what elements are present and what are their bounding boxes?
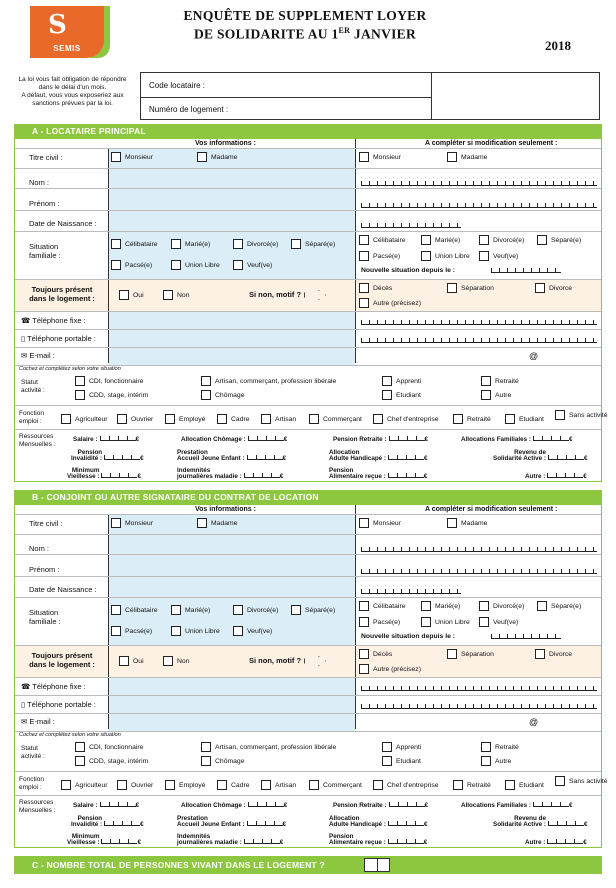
apprenti-checkbox-b[interactable]: Apprenti bbox=[382, 742, 421, 752]
fn-etudiant-b[interactable]: Etudiant bbox=[505, 780, 544, 790]
email-label-b: ✉ E-mail : bbox=[21, 717, 55, 726]
veuf-checkbox-b[interactable]: Veuf(ve) bbox=[233, 626, 272, 636]
col-vos-informations-b: Vos informations : bbox=[195, 506, 256, 513]
section-b-block bbox=[14, 504, 608, 848]
pension-retraite-field[interactable]: Pension Retraite : € bbox=[333, 436, 429, 443]
fonction-label-b: Fonction emploi : bbox=[19, 776, 44, 791]
code-locataire-label: Code locataire : bbox=[149, 81, 206, 90]
artisan-checkbox[interactable]: Artisan, commerçant, profession libérale bbox=[201, 376, 336, 386]
celibataire-checkbox-b[interactable]: Célibataire bbox=[111, 605, 158, 615]
vos-info-column-b bbox=[108, 514, 355, 731]
fn-agriculteur[interactable]: Agriculteur bbox=[61, 414, 108, 424]
alloc-adulte-field-b[interactable]: Allocation Adulte Handicapé : € bbox=[329, 815, 428, 828]
etudiant-checkbox[interactable]: Etudiant bbox=[382, 390, 421, 400]
minimum-vieillesse-field[interactable]: Minimum Vieillesse : € bbox=[67, 467, 141, 480]
col-a-completer-b: A compléter si modification seulement : bbox=[425, 506, 558, 513]
prestation-field[interactable]: Prestation Accueil Jeune Enfant : € bbox=[177, 449, 287, 462]
tel-fixe-field-b[interactable] bbox=[361, 685, 597, 691]
separe-checkbox[interactable]: Séparé(e) bbox=[291, 239, 335, 249]
tel-portable-label: ▯ Téléphone portable : bbox=[21, 334, 96, 343]
pension-retraite-field-b[interactable]: Pension Retraite : € bbox=[333, 802, 429, 809]
col-vos-informations: Vos informations : bbox=[195, 140, 256, 147]
separation-checkbox[interactable]: Séparation bbox=[447, 283, 494, 293]
pension-alim-field[interactable]: Pension Alimentaire reçue : € bbox=[329, 467, 428, 480]
pacse-checkbox[interactable]: Pacsé(e) bbox=[111, 260, 152, 270]
situation-label: Situation familiale : bbox=[29, 242, 61, 260]
page-title: ENQUÊTE DE SUPPLEMENT LOYER DE SOLIDARITE AU 1ER JANVIER bbox=[183, 8, 427, 42]
chomage-checkbox[interactable]: Chômage bbox=[201, 390, 244, 400]
cdd-checkbox[interactable]: CDD, stage, intérim bbox=[75, 390, 148, 400]
cochez-note-b: Cochez et complétez selon votre situation bbox=[19, 732, 121, 738]
autre-checkbox-b[interactable]: Autre (précisez) bbox=[359, 664, 421, 674]
alloc-fam-field[interactable]: Allocations Familiales : € bbox=[461, 436, 573, 443]
autre-statut-checkbox[interactable]: Autre bbox=[481, 390, 511, 400]
fn-retraite-b[interactable]: Retraité bbox=[453, 780, 491, 790]
fn-artisan[interactable]: Artisan bbox=[261, 414, 296, 424]
autre-statut-checkbox-b[interactable]: Autre bbox=[481, 756, 511, 766]
vos-info-column bbox=[108, 148, 355, 365]
cdi-checkbox[interactable]: CDI, fonctionnaire bbox=[75, 376, 143, 386]
minimum-vieillesse-field-b[interactable]: Minimum Vieillesse : € bbox=[67, 833, 141, 846]
toujours-present-label: Toujours présent dans le logement : bbox=[29, 285, 95, 303]
non-checkbox[interactable]: Non bbox=[163, 290, 189, 300]
divorce-checkbox[interactable]: Divorcé(e) bbox=[233, 239, 278, 249]
madame-checkbox-mod[interactable]: Madame bbox=[447, 152, 487, 162]
statut-label: Statut activité : bbox=[21, 379, 45, 394]
pension-invalidite-field[interactable]: Pension Invalidité : € bbox=[71, 449, 144, 462]
marie-checkbox[interactable]: Marié(e) bbox=[171, 239, 210, 249]
monsieur-checkbox-b[interactable]: Monsieur bbox=[111, 518, 153, 528]
fn-commercant[interactable]: Commerçant bbox=[309, 414, 362, 424]
retraite-checkbox-b[interactable]: Retraité bbox=[481, 742, 519, 752]
section-a-block bbox=[14, 138, 608, 482]
tel-portable-field[interactable] bbox=[361, 337, 597, 343]
tel-portable-label-b: ▯ Téléphone portable : bbox=[21, 700, 96, 709]
madame-checkbox-b[interactable]: Madame bbox=[197, 518, 237, 528]
oui-checkbox[interactable]: Oui bbox=[119, 290, 144, 300]
veuf-checkbox-mod[interactable]: Veuf(ve) bbox=[479, 251, 518, 261]
nom-field-b[interactable] bbox=[361, 546, 597, 552]
fn-agriculteur-b[interactable]: Agriculteur bbox=[61, 780, 108, 790]
alloc-fam-field-b[interactable]: Allocations Familiales : € bbox=[461, 802, 573, 809]
ressources-label: Ressources Mensuelles : bbox=[19, 433, 56, 448]
alloc-adulte-field[interactable]: Allocation Adulte Handicapé : € bbox=[329, 449, 428, 462]
nouvelle-situation-label: Nouvelle situation depuis le : bbox=[361, 267, 456, 274]
col-a-completer: A compléter si modification seulement : bbox=[425, 140, 558, 147]
titre-civil-label: Titre civil : bbox=[29, 153, 63, 162]
divorce-checkbox-mod[interactable]: Divorcé(e) bbox=[479, 235, 524, 245]
cochez-note: Cochez et complétez selon votre situation bbox=[19, 366, 121, 372]
rsa-field[interactable]: Revenu de Solidarité Active : € bbox=[493, 449, 588, 462]
fn-sans-activite-b[interactable]: Sans activité bbox=[555, 776, 599, 786]
email-label: ✉ E-mail : bbox=[21, 351, 55, 360]
pacse-checkbox-mod-b[interactable]: Pacsé(e) bbox=[359, 617, 400, 627]
naissance-field-b[interactable] bbox=[361, 588, 461, 594]
phone-icon: ☎ bbox=[21, 682, 33, 691]
monsieur-checkbox-mod-b[interactable]: Monsieur bbox=[359, 518, 401, 528]
deces-checkbox[interactable]: Décès bbox=[359, 283, 392, 293]
marie-checkbox-b[interactable]: Marié(e) bbox=[171, 605, 210, 615]
autre-revenu-field-b[interactable]: Autre : € bbox=[525, 839, 587, 846]
separe-checkbox-mod[interactable]: Séparé(e) bbox=[537, 235, 581, 245]
year: 2018 bbox=[545, 38, 571, 53]
chomage-checkbox-b[interactable]: Chômage bbox=[201, 756, 244, 766]
prestation-field-b[interactable]: Prestation Accueil Jeune Enfant : € bbox=[177, 815, 287, 828]
oui-checkbox-b[interactable]: Oui bbox=[119, 656, 144, 666]
etudiant-checkbox-b[interactable]: Etudiant bbox=[382, 756, 421, 766]
logo-swirl-icon: S bbox=[48, 10, 67, 40]
arrow-right-icon bbox=[304, 290, 326, 300]
naissance-field[interactable] bbox=[361, 222, 461, 228]
madame-checkbox-mod-b[interactable]: Madame bbox=[447, 518, 487, 528]
tel-fixe-label-b: ☎ Téléphone fixe : bbox=[21, 682, 86, 691]
tel-portable-field-b[interactable] bbox=[361, 703, 597, 709]
titre-civil-label-b: Titre civil : bbox=[29, 519, 63, 528]
union-checkbox-mod[interactable]: Union Libre bbox=[421, 251, 470, 261]
si-non-motif-b: Si non, motif ? bbox=[249, 656, 326, 666]
marie-checkbox-mod-b[interactable]: Marié(e) bbox=[421, 601, 460, 611]
fn-employe-b[interactable]: Employé bbox=[165, 780, 205, 790]
non-checkbox-b[interactable]: Non bbox=[163, 656, 189, 666]
tel-fixe-label: ☎ Téléphone fixe : bbox=[21, 316, 86, 325]
celibataire-checkbox-mod[interactable]: Célibataire bbox=[359, 235, 406, 245]
cdd-checkbox-b[interactable]: CDD, stage, intérim bbox=[75, 756, 148, 766]
mobile-icon: ▯ bbox=[21, 700, 28, 709]
codes-value-box[interactable] bbox=[432, 72, 600, 120]
nouvelle-situation-label-b: Nouvelle situation depuis le : bbox=[361, 633, 456, 640]
cdi-checkbox-b[interactable]: CDI, fonctionnaire bbox=[75, 742, 143, 752]
prenom-label: Prénom : bbox=[29, 199, 60, 208]
codes-box bbox=[140, 72, 432, 120]
union-checkbox[interactable]: Union Libre bbox=[171, 260, 220, 270]
fn-ouvrier-b[interactable]: Ouvrier bbox=[117, 780, 153, 790]
autre-revenu-field[interactable]: Autre : € bbox=[525, 473, 587, 480]
at-sign: @ bbox=[529, 351, 539, 361]
prenom-field[interactable] bbox=[361, 202, 597, 208]
si-non-motif: Si non, motif ? bbox=[249, 290, 326, 300]
arrow-right-icon bbox=[304, 656, 326, 666]
fn-chef[interactable]: Chef d'entreprise bbox=[373, 414, 439, 424]
separe-checkbox-mod-b[interactable]: Séparé(e) bbox=[537, 601, 581, 611]
naissance-label-b: Date de Naissance : bbox=[29, 585, 97, 594]
veuf-checkbox[interactable]: Veuf(ve) bbox=[233, 260, 272, 270]
prenom-label-b: Prénom : bbox=[29, 565, 60, 574]
at-sign-b: @ bbox=[529, 717, 539, 727]
union-checkbox-mod-b[interactable]: Union Libre bbox=[421, 617, 470, 627]
fn-artisan-b[interactable]: Artisan bbox=[261, 780, 296, 790]
nom-label: Nom : bbox=[29, 178, 50, 187]
retraite-checkbox[interactable]: Retraité bbox=[481, 376, 519, 386]
deces-checkbox-b[interactable]: Décès bbox=[359, 649, 392, 659]
fn-chef-b[interactable]: Chef d'entreprise bbox=[373, 780, 439, 790]
mail-icon: ✉ bbox=[21, 351, 30, 360]
union-checkbox-b[interactable]: Union Libre bbox=[171, 626, 220, 636]
divorce-motif-checkbox-b[interactable]: Divorce bbox=[535, 649, 572, 659]
autre-checkbox[interactable]: Autre (précisez) bbox=[359, 298, 421, 308]
toujours-present-label-b: Toujours présent dans le logement : bbox=[29, 651, 95, 669]
semis-logo bbox=[30, 6, 104, 58]
prenom-field-b[interactable] bbox=[361, 568, 597, 574]
divorce-motif-checkbox[interactable]: Divorce bbox=[535, 283, 572, 293]
indemnites-field-b[interactable]: Indemnités journalières maladie : € bbox=[177, 833, 284, 846]
fn-ouvrier[interactable]: Ouvrier bbox=[117, 414, 153, 424]
separation-checkbox-b[interactable]: Séparation bbox=[447, 649, 494, 659]
section-b-header: B - CONJOINT OU AUTRE SIGNATAIRE DU CONTRAT DE LOCATION bbox=[14, 490, 602, 504]
monsieur-checkbox-mod[interactable]: Monsieur bbox=[359, 152, 401, 162]
apprenti-checkbox[interactable]: Apprenti bbox=[382, 376, 421, 386]
artisan-checkbox-b[interactable]: Artisan, commerçant, profession libérale bbox=[201, 742, 336, 752]
separe-checkbox-b[interactable]: Séparé(e) bbox=[291, 605, 335, 615]
nombre-personnes-field[interactable] bbox=[364, 858, 390, 872]
nom-label-b: Nom : bbox=[29, 544, 50, 553]
fn-cadre[interactable]: Cadre bbox=[217, 414, 250, 424]
alloc-chomage-field[interactable]: Allocation Chômage : € bbox=[181, 436, 288, 443]
section-a-header: A - LOCATAIRE PRINCIPAL bbox=[14, 124, 602, 138]
marie-checkbox-mod[interactable]: Marié(e) bbox=[421, 235, 460, 245]
fn-commercant-b[interactable]: Commerçant bbox=[309, 780, 362, 790]
phone-icon: ☎ bbox=[21, 316, 33, 325]
mail-icon: ✉ bbox=[21, 717, 30, 726]
statut-label-b: Statut activité : bbox=[21, 745, 45, 760]
divorce-checkbox-mod-b[interactable]: Divorcé(e) bbox=[479, 601, 524, 611]
pacse-checkbox-mod[interactable]: Pacsé(e) bbox=[359, 251, 400, 261]
section-c-header: C - NOMBRE TOTAL DE PERSONNES VIVANT DANS LE LOGEMENT ? bbox=[14, 856, 602, 874]
monsieur-checkbox[interactable]: Monsieur bbox=[111, 152, 153, 162]
fn-etudiant[interactable]: Etudiant bbox=[505, 414, 544, 424]
mobile-icon: ▯ bbox=[21, 334, 28, 343]
nouvelle-situation-field[interactable] bbox=[491, 267, 561, 273]
fn-employe[interactable]: Employé bbox=[165, 414, 205, 424]
indemnites-field[interactable]: Indemnités journalières maladie : € bbox=[177, 467, 284, 480]
logo-text: SEMIS bbox=[53, 44, 81, 53]
pension-invalidite-field-b[interactable]: Pension Invalidité : € bbox=[71, 815, 144, 828]
divorce-checkbox-b[interactable]: Divorcé(e) bbox=[233, 605, 278, 615]
alloc-chomage-field-b[interactable]: Allocation Chômage : € bbox=[181, 802, 288, 809]
fonction-label: Fonction emploi : bbox=[19, 410, 44, 425]
ressources-label-b: Ressources Mensuelles : bbox=[19, 799, 56, 814]
nouvelle-situation-field-b[interactable] bbox=[491, 633, 561, 639]
salaire-field[interactable]: Salaire : € bbox=[73, 436, 140, 443]
celibataire-checkbox[interactable]: Célibataire bbox=[111, 239, 158, 249]
numero-logement-label: Numéro de logement : bbox=[149, 105, 229, 114]
naissance-label: Date de Naissance : bbox=[29, 219, 97, 228]
fn-sans-activite[interactable]: Sans activité bbox=[555, 410, 599, 420]
veuf-checkbox-mod-b[interactable]: Veuf(ve) bbox=[479, 617, 518, 627]
tel-fixe-field[interactable] bbox=[361, 319, 597, 325]
salaire-field-b[interactable]: Salaire : € bbox=[73, 802, 140, 809]
fn-retraite[interactable]: Retraité bbox=[453, 414, 491, 424]
legal-notice: La loi vous fait obligation de répondre dans le délai d'un mois. A défaut, vous vous exposeriez aux sanctions prévues par la loi. bbox=[18, 76, 127, 107]
pacse-checkbox-b[interactable]: Pacsé(e) bbox=[111, 626, 152, 636]
situation-label-b: Situation familiale : bbox=[29, 608, 61, 626]
rsa-field-b[interactable]: Revenu de Solidarité Active : € bbox=[493, 815, 588, 828]
madame-checkbox[interactable]: Madame bbox=[197, 152, 237, 162]
pension-alim-field-b[interactable]: Pension Alimentaire reçue : € bbox=[329, 833, 428, 846]
celibataire-checkbox-mod-b[interactable]: Célibataire bbox=[359, 601, 406, 611]
nom-field[interactable] bbox=[361, 180, 597, 186]
fn-cadre-b[interactable]: Cadre bbox=[217, 780, 250, 790]
